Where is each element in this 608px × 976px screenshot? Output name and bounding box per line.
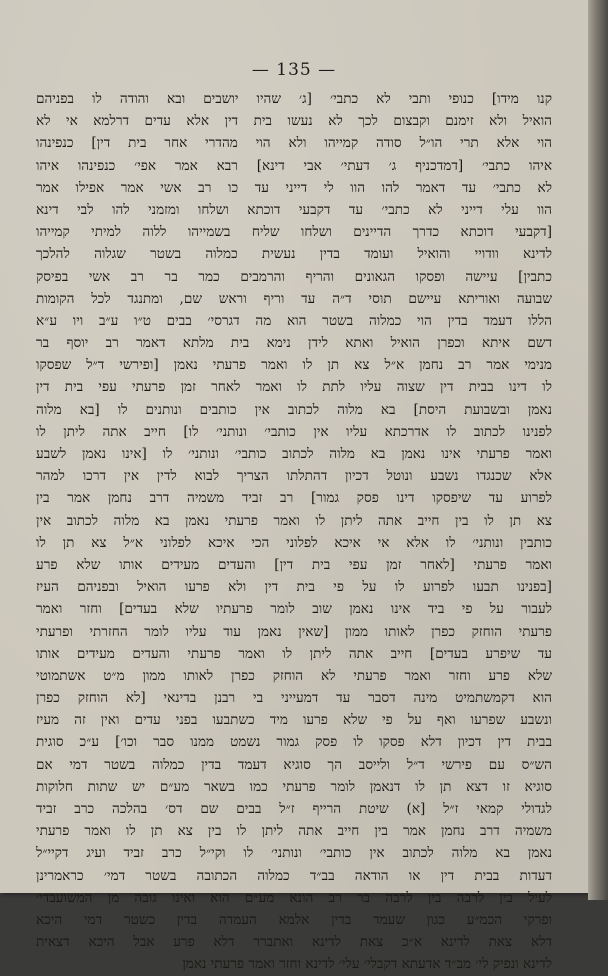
text-line: משמיה דרב נחמן אמר בין חייב אתה ליתן לו בין צא תן לו ואמר פרעתי — [36, 823, 552, 840]
text-line: הוא דקמשתמיט מינה דסבר עד דמעייני בי רבנן בדינאי [לא הוחזק כפרן — [36, 690, 552, 707]
text-line: ופרקי הכמ״ע כגון שעמד בדין אלמא העמדה בדין כשטר דמי היכא — [36, 911, 552, 928]
text-line: דשם איתא וכפרן הואיל ואתא לידן נימא בית מלתא דאמר רב יוסף בר — [36, 335, 552, 352]
text-line: דעדות בבית דין או הודאה בב״ד כמלוה הכתובה בשטר דמי׳ כראמרינן — [36, 867, 552, 884]
text-line: לגדולי קמאי ז״ל [א) שיטת הרייף ז״ל בבים שם דס׳ בהלכה כרב זביד — [36, 801, 552, 817]
text-line: עד שיפרע בעדים] חייב אתה ליתן לו ואמר פרעתי והעדים מעידים אותו — [36, 645, 552, 662]
text-line: בבית דין דכיון דלא פסקו לו פסק גמור נשמט ממנו סבר וכו׳] ע״כ סוגית — [36, 734, 552, 751]
text-line: הללו דעמד בדין הוי כמלוה בשטר הוא מה דגרסי׳ בבים ט״ו ע״ב ויו ע״א — [36, 312, 552, 329]
text-line: ונשבע שפרעו ואף על פי שלא פרעו מיד כשתבעו בפני עדים ואין זה מעיז — [36, 712, 552, 729]
text-line: צא תן לו בין חייב אתה ליתן לו ואמר פרעתי נאמן בא מלוה לכתוב אין — [36, 512, 552, 529]
text-line: לו דינו בבית דין שצוה עליו לתת לו ואמר לאחר זמן פרעתי עפי בית דין — [36, 379, 552, 396]
text-line: סוגיא זו דצא תן לו דנאמן לומר פרעתי כמו בשאר מע״ם יש שתות חלוקות — [36, 778, 552, 795]
text-line: שבועה ואוריתא עיישם תוסי ד״ה עד וריף וראש שם, ומתנגד לכל הקומות — [36, 290, 552, 307]
text-line: נאמן בא מלוה לכתוב אין כותבי׳ ונותני׳ לו וקי״ל כרב זביד ועיג דקיי״ל — [36, 845, 552, 862]
text-line: אלא שכנגדו נשבע ונוטל דכיון דהתלתו הצריך לבוא לדין אין דרכו למהר — [36, 468, 552, 485]
text-line: לעבור על פי ביד אינו נאמן שוב לומר פרעתיו שלא בעדים] וחזר ואמר — [36, 601, 552, 618]
text-line: לדינא וודויי והואיל ועומד בדין נעשית כמלוה בשטר שגלוה להלכך — [36, 246, 552, 263]
book-binding-edge — [588, 0, 608, 900]
text-line: כותבין ונותני׳ לו אלא אי איכא לפלוני הכי איכא לפלוני א״ל צא תן לו — [36, 534, 552, 551]
text-line: הואיל ולא זימנם וקבצום לכך לא נעשו בית דין אלא עדים דרלמא אי לא — [36, 113, 552, 130]
text-line: לא כתבי׳ עד דאמר להו הוו לי דייני עד כו רב אשי אמר אפילו אמר — [36, 179, 552, 196]
text-line: איהו כתבי׳ [דמדכניף ג׳ דעתי׳ אבי דינא] רבא אמר אפי׳ כנפינהו איהו — [36, 157, 552, 174]
text-line: הש״ס עם פירשי ד״ל ולייסב הך סוגיא דעמד בדין כמלוה בשטר דמי אם — [36, 756, 552, 773]
page-number: — 135 — — [251, 60, 337, 80]
text-line: [דקבעי דוכתא כדרך הדיינים ושלחו שליח בשמייהו ללוה למיתי קמייהו — [36, 224, 552, 241]
text-line: ואמר פרעתי [לאחר זמן עפי בית דין] והעדים מעידים אותו שלא פרע — [36, 556, 552, 573]
text-line: לעיל בין לרבה בין לרבה בר רב הונא מע״ם הוא ואינו גובה מן המשועבדי׳ — [36, 889, 552, 906]
text-line: דלא צאת לדינא א״כ צאת לדינא ואתברר דלא פרע אבל היכא דצאית — [36, 934, 552, 951]
text-line: לפרוע עד שיפסקו דינו פסק גמור] רב זביד משמיה דרב נחמן אמר בין — [36, 490, 552, 507]
text-line: קנו מידו] כנופי ותבי לא כתבי׳ [ג׳ שהיו יושבים ובא והודה לו בפניהם — [36, 91, 552, 107]
body-text — [36, 88, 552, 976]
text-line: כתבין] עיישה ופסקו הגאונים והריף והרמבים כמר בר רב אשי בפיסק — [36, 268, 552, 285]
text-line: לדינא ונפיק לי׳ מב״ד אדעתא דקבלי׳ עלי׳ לדינא וחזר ואמר פרעתי נאמן — [182, 956, 552, 973]
text-line: הוי אלא תרי הו״ל סודה קמייהו ולא הוי מהדרי אחר בית דין] כנפינהו — [36, 135, 552, 152]
text-line: [בפנינו תבעו לפרוע לו על פי בית דין ולא פרעו הואיל ובפניהם העיז — [36, 579, 552, 596]
text-line: מנימי אמר רב נחמן א״ל צא תן לו ואמר פרעתי נאמן [ופירשי ד״ל שפסקו — [36, 357, 552, 374]
text-line: ואמר פרעתי אינו נאמן בא מלוה לכתוב כותבי׳ ונותני׳ לו [אינו נאמן לשבע — [36, 446, 552, 462]
text-line: נאמן ובשבועת היסת] בא מלוה לכתוב אין כותבים ונותנים לו [בא מלוה — [36, 401, 552, 418]
text-line: הוו עלי דייני לא כתבי׳ עד דקבעי דוכתא ושלחו ומזמני להו לבי דינא — [36, 201, 552, 218]
text-line: שלא פרע וחזר ואמר פרעתי לא הוחזק כפרן לאותו ממון מ״ט אשתמוטי — [36, 667, 552, 684]
text-line: פרעתי הוחזק כפרן לאותו ממון [שאין נאמן עוד עליו לומר החזרתי ופרעתי — [36, 623, 552, 640]
text-line: לפנינו לכתוב לו אדרכתא עליו אין כותבי׳ ונותני׳ לו] חייב אתה ליתן לו — [36, 423, 552, 440]
